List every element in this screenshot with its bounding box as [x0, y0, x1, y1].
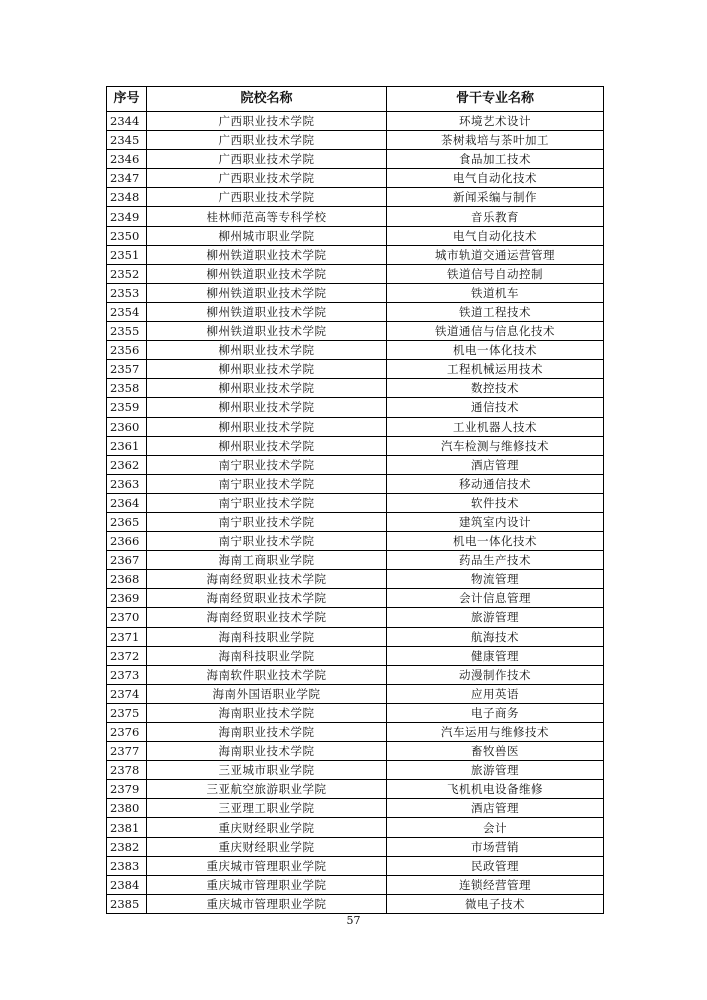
table-row	[107, 112, 604, 131]
table-row	[107, 818, 604, 837]
major-name-cell: 电气自动化技术	[387, 226, 604, 245]
school-name-cell: 海南职业技术学院	[147, 703, 387, 722]
major-name-cell: 机电一体化技术	[387, 341, 604, 360]
table-row	[107, 493, 604, 512]
school-name-cell: 重庆城市管理职业学院	[147, 856, 387, 875]
major-name-cell: 铁道工程技术	[387, 302, 604, 321]
major-name-cell: 物流管理	[387, 570, 604, 589]
school-name-cell: 海南科技职业学院	[147, 627, 387, 646]
serial-number-cell: 2381	[107, 818, 147, 837]
major-name-cell: 旅游管理	[387, 761, 604, 780]
serial-number-cell: 2358	[107, 379, 147, 398]
serial-number-cell: 2372	[107, 646, 147, 665]
school-name-cell: 海南职业技术学院	[147, 723, 387, 742]
header-school-name: 院校名称	[147, 87, 387, 112]
school-name-cell: 海南外国语职业学院	[147, 684, 387, 703]
major-name-cell: 食品加工技术	[387, 150, 604, 169]
serial-number-cell: 2357	[107, 360, 147, 379]
table-body	[107, 112, 604, 914]
major-name-cell: 铁道机车	[387, 283, 604, 302]
serial-number-cell: 2377	[107, 742, 147, 761]
major-name-cell: 数控技术	[387, 379, 604, 398]
table-row	[107, 589, 604, 608]
major-name-cell: 铁道信号自动控制	[387, 264, 604, 283]
major-name-cell: 旅游管理	[387, 608, 604, 627]
serial-number-cell: 2347	[107, 169, 147, 188]
table-row	[107, 684, 604, 703]
school-name-cell: 海南软件职业技术学院	[147, 665, 387, 684]
major-name-cell: 会计	[387, 818, 604, 837]
school-name-cell: 柳州职业技术学院	[147, 436, 387, 455]
table-row	[107, 436, 604, 455]
major-name-cell: 药品生产技术	[387, 551, 604, 570]
serial-number-cell: 2349	[107, 207, 147, 226]
school-name-cell: 柳州铁道职业技术学院	[147, 283, 387, 302]
serial-number-cell: 2362	[107, 455, 147, 474]
table-row	[107, 856, 604, 875]
serial-number-cell: 2354	[107, 302, 147, 321]
table-row	[107, 302, 604, 321]
school-name-cell: 南宁职业技术学院	[147, 532, 387, 551]
serial-number-cell: 2360	[107, 417, 147, 436]
serial-number-cell: 2373	[107, 665, 147, 684]
major-name-cell: 动漫制作技术	[387, 665, 604, 684]
major-name-cell: 民政管理	[387, 856, 604, 875]
serial-number-cell: 2374	[107, 684, 147, 703]
serial-number-cell: 2361	[107, 436, 147, 455]
major-name-cell: 应用英语	[387, 684, 604, 703]
school-name-cell: 柳州铁道职业技术学院	[147, 322, 387, 341]
major-name-cell: 会计信息管理	[387, 589, 604, 608]
major-name-cell: 新闻采编与制作	[387, 188, 604, 207]
serial-number-cell: 2368	[107, 570, 147, 589]
major-name-cell: 茶树栽培与茶叶加工	[387, 131, 604, 150]
serial-number-cell: 2350	[107, 226, 147, 245]
table-row	[107, 512, 604, 531]
serial-number-cell: 2378	[107, 761, 147, 780]
table-row	[107, 742, 604, 761]
school-name-cell: 桂林师范高等专科学校	[147, 207, 387, 226]
serial-number-cell: 2379	[107, 780, 147, 799]
school-name-cell: 重庆城市管理职业学院	[147, 894, 387, 913]
major-name-cell: 汽车检测与维修技术	[387, 436, 604, 455]
serial-number-cell: 2375	[107, 703, 147, 722]
table-row	[107, 551, 604, 570]
serial-number-cell: 2344	[107, 112, 147, 131]
table-row	[107, 207, 604, 226]
school-name-cell: 海南经贸职业技术学院	[147, 608, 387, 627]
page-number: 57	[346, 914, 361, 927]
table-row	[107, 188, 604, 207]
major-name-cell: 通信技术	[387, 398, 604, 417]
school-name-cell: 广西职业技术学院	[147, 112, 387, 131]
major-name-cell: 音乐教育	[387, 207, 604, 226]
serial-number-cell: 2364	[107, 493, 147, 512]
major-name-cell: 工业机器人技术	[387, 417, 604, 436]
major-name-cell: 酒店管理	[387, 455, 604, 474]
table-row	[107, 875, 604, 894]
major-name-cell: 环境艺术设计	[387, 112, 604, 131]
table-row	[107, 761, 604, 780]
table-row	[107, 627, 604, 646]
header-serial-number: 序号	[107, 87, 147, 112]
school-name-cell: 海南科技职业学院	[147, 646, 387, 665]
header-row	[107, 87, 604, 112]
major-name-cell: 电子商务	[387, 703, 604, 722]
major-name-cell: 航海技术	[387, 627, 604, 646]
table-row	[107, 245, 604, 264]
major-name-cell: 畜牧兽医	[387, 742, 604, 761]
school-name-cell: 海南职业技术学院	[147, 742, 387, 761]
major-name-cell: 市场营销	[387, 837, 604, 856]
serial-number-cell: 2363	[107, 474, 147, 493]
major-name-cell: 健康管理	[387, 646, 604, 665]
table-row	[107, 226, 604, 245]
table-row	[107, 283, 604, 302]
table-row	[107, 150, 604, 169]
serial-number-cell: 2365	[107, 512, 147, 531]
serial-number-cell: 2351	[107, 245, 147, 264]
school-name-cell: 海南经贸职业技术学院	[147, 570, 387, 589]
table-row	[107, 665, 604, 684]
school-name-cell: 南宁职业技术学院	[147, 455, 387, 474]
serial-number-cell: 2355	[107, 322, 147, 341]
school-name-cell: 三亚理工职业学院	[147, 799, 387, 818]
table-row	[107, 341, 604, 360]
major-name-cell: 飞机机电设备维修	[387, 780, 604, 799]
table-row	[107, 703, 604, 722]
major-name-cell: 酒店管理	[387, 799, 604, 818]
school-name-cell: 广西职业技术学院	[147, 188, 387, 207]
table-row	[107, 398, 604, 417]
serial-number-cell: 2366	[107, 532, 147, 551]
table-row	[107, 780, 604, 799]
major-name-cell: 铁道通信与信息化技术	[387, 322, 604, 341]
table-row	[107, 608, 604, 627]
serial-number-cell: 2356	[107, 341, 147, 360]
table-row	[107, 474, 604, 493]
serial-number-cell: 2382	[107, 837, 147, 856]
serial-number-cell: 2346	[107, 150, 147, 169]
table-row	[107, 894, 604, 913]
major-name-cell: 微电子技术	[387, 894, 604, 913]
serial-number-cell: 2376	[107, 723, 147, 742]
school-name-cell: 柳州铁道职业技术学院	[147, 264, 387, 283]
school-name-cell: 三亚航空旅游职业学院	[147, 780, 387, 799]
school-name-cell: 南宁职业技术学院	[147, 474, 387, 493]
school-name-cell: 海南经贸职业技术学院	[147, 589, 387, 608]
serial-number-cell: 2352	[107, 264, 147, 283]
table-row	[107, 322, 604, 341]
table-row	[107, 264, 604, 283]
school-name-cell: 柳州职业技术学院	[147, 379, 387, 398]
serial-number-cell: 2348	[107, 188, 147, 207]
table-row	[107, 131, 604, 150]
serial-number-cell: 2380	[107, 799, 147, 818]
school-name-cell: 柳州职业技术学院	[147, 360, 387, 379]
major-name-cell: 城市轨道交通运营管理	[387, 245, 604, 264]
major-name-cell: 机电一体化技术	[387, 532, 604, 551]
school-name-cell: 广西职业技术学院	[147, 169, 387, 188]
school-name-cell: 柳州职业技术学院	[147, 341, 387, 360]
table-row	[107, 532, 604, 551]
school-name-cell: 广西职业技术学院	[147, 131, 387, 150]
specialty-table	[106, 86, 604, 914]
table-row	[107, 169, 604, 188]
table-row	[107, 646, 604, 665]
serial-number-cell: 2370	[107, 608, 147, 627]
major-name-cell: 移动通信技术	[387, 474, 604, 493]
header-major-name: 骨干专业名称	[387, 87, 604, 112]
table-row	[107, 837, 604, 856]
major-name-cell: 电气自动化技术	[387, 169, 604, 188]
serial-number-cell: 2359	[107, 398, 147, 417]
school-name-cell: 柳州职业技术学院	[147, 398, 387, 417]
school-name-cell: 南宁职业技术学院	[147, 493, 387, 512]
school-name-cell: 南宁职业技术学院	[147, 512, 387, 531]
school-name-cell: 重庆财经职业学院	[147, 818, 387, 837]
serial-number-cell: 2367	[107, 551, 147, 570]
table-row	[107, 379, 604, 398]
school-name-cell: 重庆城市管理职业学院	[147, 875, 387, 894]
major-name-cell: 连锁经营管理	[387, 875, 604, 894]
serial-number-cell: 2371	[107, 627, 147, 646]
major-name-cell: 汽车运用与维修技术	[387, 723, 604, 742]
school-name-cell: 柳州铁道职业技术学院	[147, 302, 387, 321]
serial-number-cell: 2353	[107, 283, 147, 302]
serial-number-cell: 2345	[107, 131, 147, 150]
major-name-cell: 软件技术	[387, 493, 604, 512]
table-row	[107, 360, 604, 379]
school-name-cell: 重庆财经职业学院	[147, 837, 387, 856]
school-name-cell: 柳州职业技术学院	[147, 417, 387, 436]
table-row	[107, 455, 604, 474]
serial-number-cell: 2384	[107, 875, 147, 894]
serial-number-cell: 2369	[107, 589, 147, 608]
serial-number-cell: 2383	[107, 856, 147, 875]
table-row	[107, 799, 604, 818]
school-name-cell: 柳州城市职业学院	[147, 226, 387, 245]
table-header	[107, 87, 604, 112]
table-row	[107, 723, 604, 742]
table-row	[107, 570, 604, 589]
school-name-cell: 柳州铁道职业技术学院	[147, 245, 387, 264]
school-name-cell: 海南工商职业学院	[147, 551, 387, 570]
school-name-cell: 广西职业技术学院	[147, 150, 387, 169]
major-name-cell: 建筑室内设计	[387, 512, 604, 531]
school-name-cell: 三亚城市职业学院	[147, 761, 387, 780]
table-row	[107, 417, 604, 436]
serial-number-cell: 2385	[107, 894, 147, 913]
major-name-cell: 工程机械运用技术	[387, 360, 604, 379]
